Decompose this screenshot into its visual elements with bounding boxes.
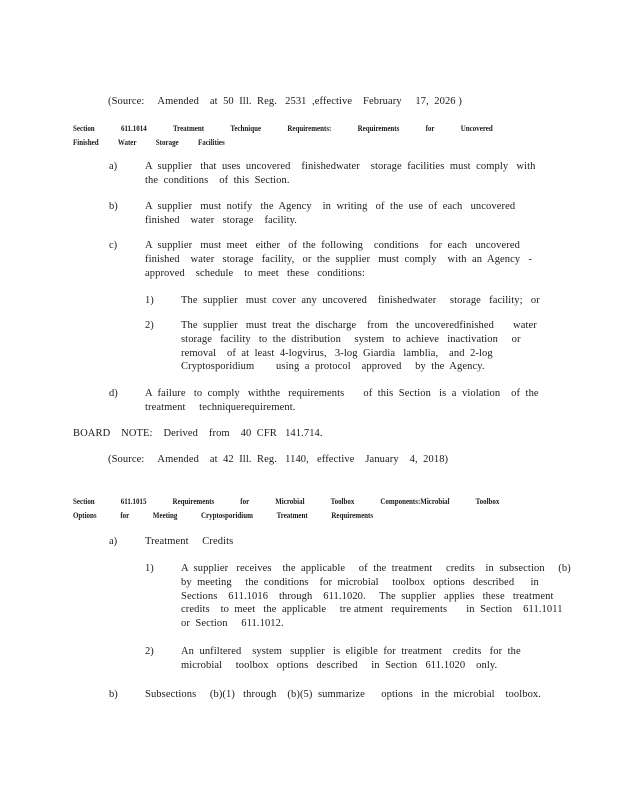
section-heading-611-1015 <box>73 494 500 522</box>
heading-word: Meeting <box>152 510 178 520</box>
heading-word: Options <box>73 510 97 520</box>
heading-word: 611.1015 <box>120 496 147 506</box>
item-label-1: 1) <box>145 295 154 306</box>
heading-word: Section <box>73 123 95 133</box>
subsection-label-a: a) <box>109 161 118 172</box>
heading-word: Technique <box>230 123 262 133</box>
paragraph-line: removal of at least 4-logvirus, 3-log Giardia lamblia, and 2-log <box>181 348 493 359</box>
paragraph-line: An unfiltered system supplier is eligible for treatment credits for the <box>181 646 521 657</box>
section-heading-611-1014 <box>73 121 493 149</box>
heading-word: Finished <box>73 137 99 147</box>
heading-word: Treatment <box>276 510 308 520</box>
paragraph-line: The supplier must cover any uncovered finishedwater storage facility; or <box>181 295 540 306</box>
item-label-2: 2) <box>145 320 154 331</box>
heading-word: Components:Microbial <box>380 496 450 506</box>
paragraph-line: A supplier must meet either of the following conditions for each uncovered <box>145 240 520 251</box>
heading-word: Microbial <box>275 496 305 506</box>
paragraph-line: A supplier that uses uncovered finishedwater storage facilities must comply with <box>145 161 536 172</box>
heading-word: for <box>240 496 250 506</box>
heading-word: Facilities <box>197 137 225 147</box>
paragraph-line: treatment techniquerequirement. <box>145 402 296 413</box>
paragraph-line: Cryptosporidium using a protocol approved by the Agency. <box>181 361 485 372</box>
subsection-label-b: b) <box>109 689 118 700</box>
paragraph-line: approved schedule to meet these conditions: <box>145 268 366 279</box>
paragraph-line: The supplier must treat the discharge from the uncoveredfinished water <box>181 320 537 331</box>
heading-word: Requirements <box>331 510 374 520</box>
heading-word: Cryptosporidium <box>201 510 253 520</box>
paragraph-line: Sections 611.1016 through 611.1020. The supplier applies these treatment <box>181 591 554 602</box>
paragraph-line: credits to meet the applicable tre atment requirements in Section 611.1011 <box>181 604 563 615</box>
paragraph-line: Subsections (b)(1) through (b)(5) summarize options in the microbial toolbox. <box>145 689 542 700</box>
heading-word: 611.1014 <box>120 123 147 133</box>
subsection-label-d: d) <box>109 388 118 399</box>
heading-word: Water <box>117 137 137 147</box>
paragraph-line: finished water storage facility. <box>145 215 298 226</box>
paragraph-line: A supplier must notify the Agency in writing of the use of each uncovered <box>145 201 516 212</box>
heading-word: Treatment <box>172 123 205 133</box>
board-note: BOARD NOTE: Derived from 40 CFR 141.714. <box>73 428 323 439</box>
source-note-2: (Source: Amended at 42 Ill. Reg. 1140, effective January 4, 2018) <box>108 454 449 465</box>
subsection-title: Treatment Credits <box>145 536 234 547</box>
heading-word: for <box>425 123 435 133</box>
heading-word: Toolbox <box>330 496 355 506</box>
heading-word: Requirements: <box>287 123 332 133</box>
paragraph-line: by meeting the conditions for microbial toolbox options described in <box>181 577 539 588</box>
paragraph-line: A supplier receives the applicable of the treatment credits in subsection (b) <box>181 563 571 574</box>
heading-word: for <box>120 510 130 520</box>
paragraph-line: microbial toolbox options described in Section 611.1020 only. <box>181 660 498 671</box>
subsection-label-a: a) <box>109 536 118 547</box>
paragraph-line: the conditions of this Section. <box>145 175 290 186</box>
paragraph-line: finished water storage facility, or the supplier must comply with an Agency - <box>145 254 533 265</box>
subsection-label-b: b) <box>109 201 118 212</box>
heading-word: Storage <box>155 137 179 147</box>
item-label-1: 1) <box>145 563 154 574</box>
heading-word: Requirements <box>357 123 400 133</box>
paragraph-line: A failure to comply withthe requirements of this Section is a violation of the <box>145 388 539 399</box>
paragraph-line: storage facility to the distribution system to achieve inactivation or <box>181 334 521 345</box>
paragraph-line: or Section 611.1012. <box>181 618 284 629</box>
subsection-label-c: c) <box>109 240 118 251</box>
source-note-1: (Source: Amended at 50 Ill. Reg. 2531 ,effective February 17, 2026 ) <box>108 96 462 107</box>
item-label-2: 2) <box>145 646 154 657</box>
heading-word: Requirements <box>172 496 215 506</box>
heading-word: Toolbox <box>475 496 500 506</box>
heading-word: Section <box>73 496 95 506</box>
heading-word: Uncovered <box>460 123 493 133</box>
